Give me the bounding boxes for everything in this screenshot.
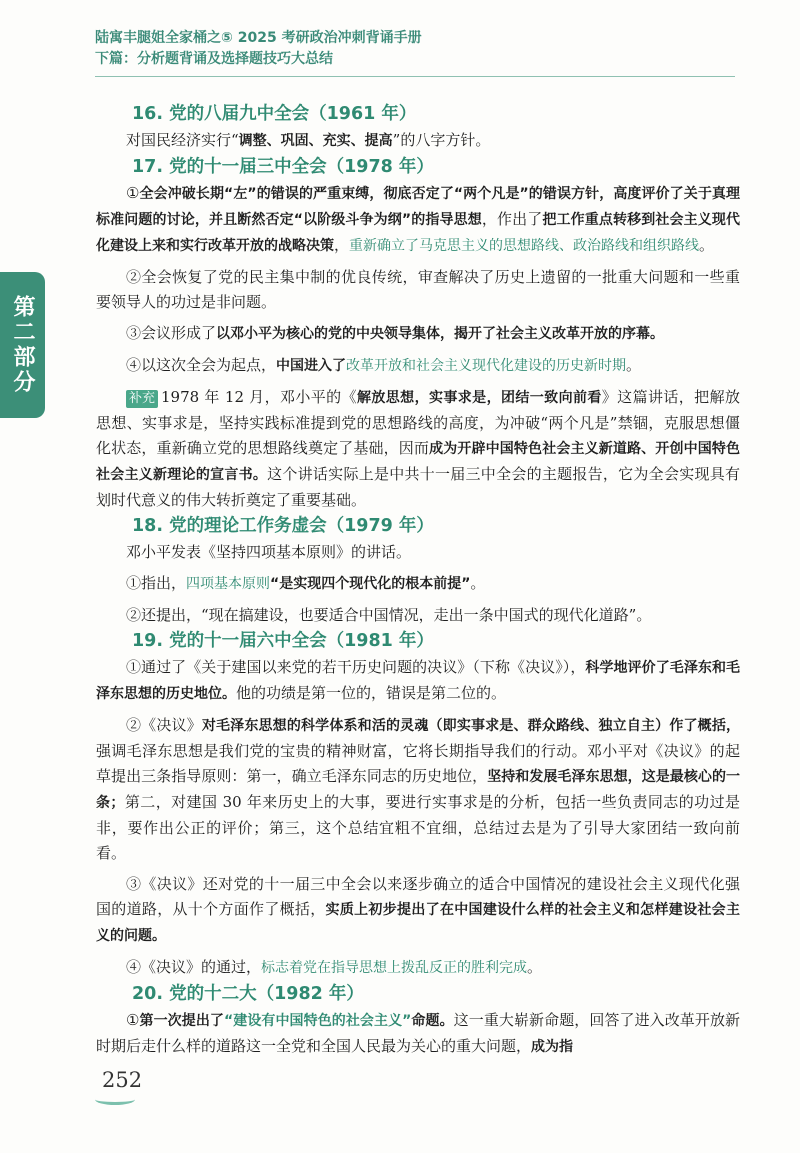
header-divider [95,76,735,77]
section-17-point-1: ①全会冲破长期“左”的错误的严重束缚，彻底否定了“两个凡是”的错误方针，高度评价了关于真理标准问题的讨论，并且断然否定“以阶级斗争为纲”的指导思想，作出了把工作重点转移到社会主义现代化建设上来和实行改革开放的战略决策，重新确立了马克思主义的思想路线、政治路线和组织路线。 [96,184,740,254]
section-20-point-1: ①第一次提出了“建设有中国特色的社会主义”命题。这一重大崭新命题，回答了进入改革开放新时期后走什么样的道路这一全党和全国人民最为关心的重大问题，成为指 [96,1011,741,1055]
page-number: 252 [102,1068,143,1092]
supplement-tag: 补充 [126,390,158,408]
section-20-title: 20. 党的十二大（1982 年） [132,984,364,1004]
page-body [96,101,740,1060]
header-line-2: 下篇：分析题背诵及选择题技巧大总结 [95,51,333,67]
section-17-title: 17. 党的十一届三中全会（1978 年） [132,157,434,177]
section-18-point-1: ①指出，四项基本原则“是实现四个现代化的根本前提”。 [126,574,486,592]
section-19-point-3: ③《决议》还对党的十一届三中全会以来逐步确立的适合中国情况的建设社会主义现代化强国的道路，从十个方面作了概括，实质上初步提出了在中国建设什么样的社会主义和怎样建设社会主义的问题。 [96,875,740,944]
section-side-tab [0,272,45,418]
section-16-title: 16. 党的八届九中全会（1961 年） [132,104,417,124]
section-17-supplement: 补充 1978 年 12 月，邓小平的《解放思想，实事求是，团结一致向前看》这篇讲话，把解放思想、实事求是，坚持实践标准提到党的思想路线的高度，为冲破“两个凡是”禁锢，克服思想僵化状态，重新确立党的思想路线奠定了基础，因而成为开辟中国特色社会主义新道路、开创中国特色社会主义新理论的宣言书。这个讲话实际上是中共十一届三中全会的主题报告，它为全会实现具有划时代意义的伟大转折奠定了重要基础。 [96,388,740,509]
section-17-point-4: ④以这次全会为起点，中国进入了改革开放和社会主义现代化建设的历史新时期。 [126,356,642,374]
page-number-swoosh [95,1094,135,1105]
section-18-point-2: ②还提出，“现在搞建设，也要适合中国情况，走出一条中国式的现代化道路”。 [126,606,652,624]
section-18-intro: 邓小平发表《坚持四项基本原则》的讲话。 [126,543,412,561]
section-19-point-1: ①通过了《关于建国以来党的若干历史问题的决议》（下称《决议》），科学地评价了毛泽东和毛泽东思想的历史地位。他的功绩是第一位的，错误是第二位的。 [96,658,740,702]
header-line-1: 陆寓丰腿姐全家桶之⑤ 2025 考研政治冲刺背诵手册 [95,30,422,46]
section-19-point-4: ④《决议》的通过，标志着党在指导思想上拨乱反正的胜利完成。 [126,958,543,976]
side-tab-label: 第二部分 [10,295,35,395]
section-18-title: 18. 党的理论工作务虚会（1979 年） [132,516,434,536]
section-17-point-3: ③会议形成了以邓小平为核心的党的中央领导集体，揭开了社会主义改革开放的序幕。 [126,324,665,342]
section-17-point-2: ②全会恢复了党的民主集中制的优良传统，审查解决了历史上遗留的一批重大问题和一些重要领导人的功过是非问题。 [96,268,740,311]
running-header [95,28,422,70]
section-19-point-2: ②《决议》对毛泽东思想的科学体系和活的灵魂（即实事求是、群众路线、独立自主）作了概括，强调毛泽东思想是我们党的宝贵的精神财富，它将长期指导我们的行动。邓小平对《决议》的起草提出三条指导原则：第一，确立毛泽东同志的历史地位，坚持和发展毛泽东思想，这是最核心的一条；第二，对建国 30 年来历史上的大事，要进行实事求是的分析，包括一些负责同志的功过是非，要作出公正的评价；第三，这个总结宜粗不宜细，总结过去是为了引导大家团结一致向前看。 [96,716,741,862]
section-19-title: 19. 党的十一届六中全会（1981 年） [132,631,434,651]
section-16-text: 对国民经济实行“调整、巩固、充实、提高”的八字方针。 [126,131,491,149]
